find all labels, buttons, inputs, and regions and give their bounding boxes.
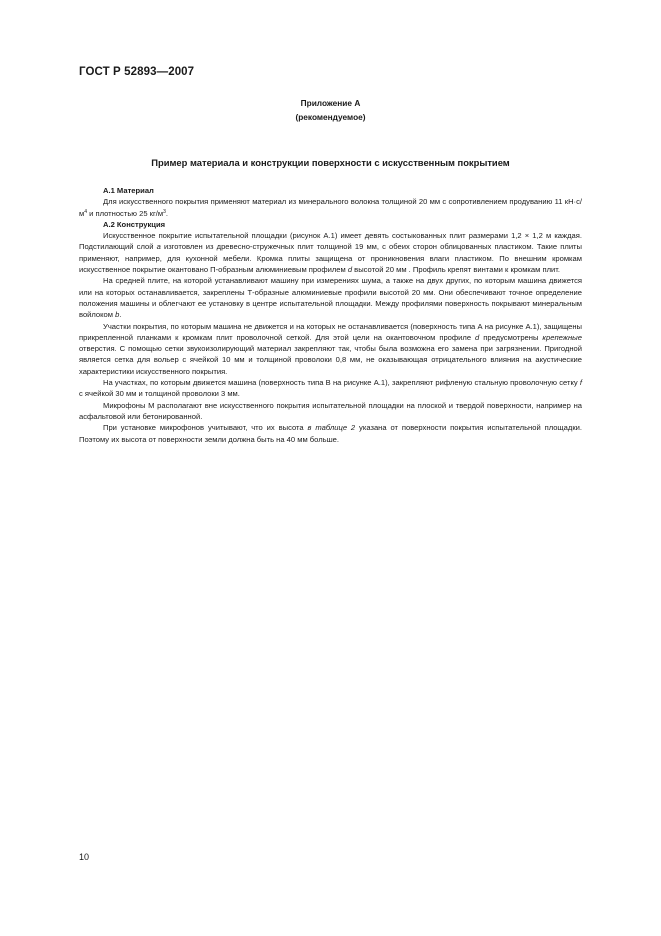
appendix-status: (рекомендуемое)	[295, 112, 366, 122]
document-header: ГОСТ Р 52893—2007	[79, 66, 195, 78]
paragraph-a2-5: Микрофоны М располагают вне искусственного покрытия испытательной площадки на плоской и твердой поверхности, например на асфальтовой или бетонированной.	[79, 400, 582, 421]
paragraph-a2-6: При установке микрофонов учитывают, что их высота в таблице 2 указана от поверхности покрытия испытательной площадки. Поэтому их высота от поверхности земли должна быть на 40 мм больше.	[79, 423, 583, 444]
paragraph-a2-4: На участках, по которым движется машина (поверхность типа В на рисунке А.1), закрепляют рифленую стальную проволочную сетку f с ячейкой 30 мм и толщиной проволоки 3 мм.	[79, 378, 582, 399]
page-number: 10	[79, 852, 90, 862]
appendix-heading	[79, 96, 582, 124]
paragraph-a2-1: Искусственное покрытие испытательной площадки (рисунок А.1) имеет девять состыкованных плит размерами 1,2 × 1,2 м каждая. Подстилающий слой a изготовлен из древесно-стружечных плит толщиной 19 мм, с обеих сторон облицованных пластиком. Такие плиты применяют, например, для кухонной мебели. Кромка плиты защищена от проникновения влаги пластиком. По внешним кромкам искусственное покрытие окантовано П-образным алюминиевым профилем d высотой 20 мм . Профиль крепят винтами к кромкам плит.	[79, 231, 582, 275]
paragraph-a2-3: Участки покрытия, по которым машина не движется и на которых не останавливается (поверхность типа А на рисунке А.1), защищены прикрепленной планками к кромкам плит проволочной сеткой. Для этой цели на окантовочном профиле d предусмотрены крепежные отверстия. С помощью сетки звукоизолирующий материал закрепляют так, чтобы была возможна его замена при загрязнении. Пригодной является сетка для вольер с ячейкой 10 мм и толщиной проволоки 0,8 мм, не оказывающая отрицательного влияния на акустические характеристики искусственного покрытия.	[79, 321, 582, 376]
section-heading-a2: А.2 Конструкция	[103, 219, 166, 229]
paragraph-a1-material: Для искусственного покрытия применяют материал из минерального волокна толщиной 20 мм с сопротивлением продуванию 11 $кН\cdot с/м^4$ и плотностью 25 $кг/м^3$.	[79, 197, 582, 218]
document-body	[79, 185, 582, 445]
section-heading-a1: А.1 Материал	[103, 186, 154, 195]
appendix-title: Пример материала и конструкции поверхности с искусственным покрытием	[151, 157, 510, 168]
paragraph-a2-2: На средней плите, на которой устанавливают машину при измерениях шума, а также на двух других, по которым машина движется или на которых останавливается, закреплены Т-образные алюминиевые профили высотой 20 мм. Они обеспечивают точное определение положения машины и облегчают ее установку в центре испытательной площадки. Между профилями поверхность покрывают минеральным войлоком b.	[79, 276, 582, 320]
appendix-label: Приложение А	[300, 98, 361, 108]
